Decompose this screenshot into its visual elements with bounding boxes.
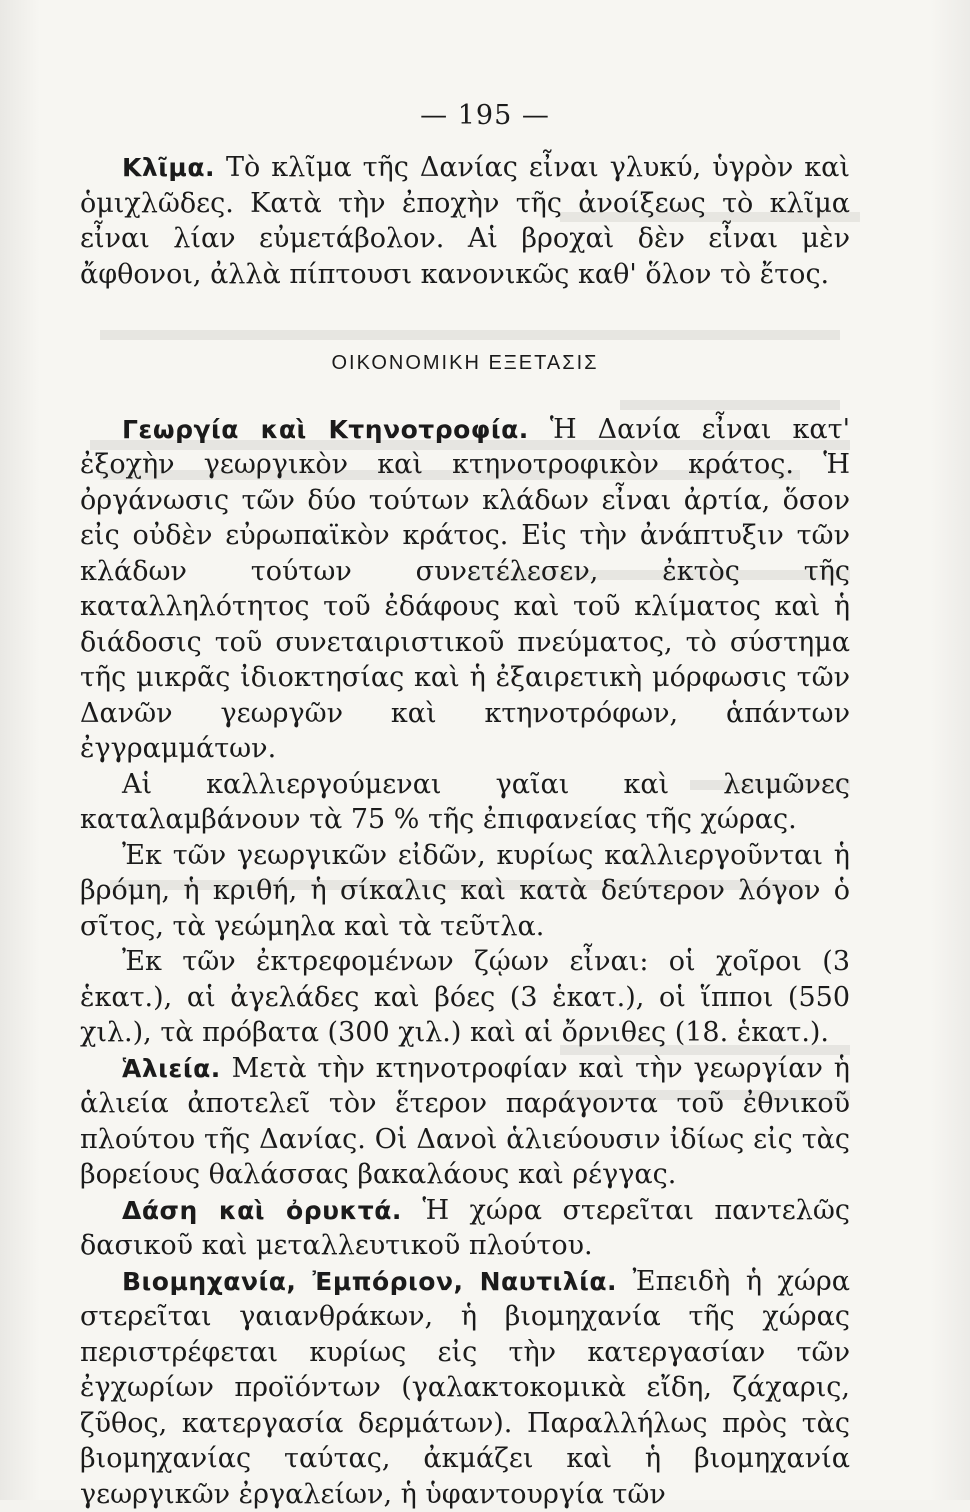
paragraph-agriculture bbox=[80, 412, 850, 767]
heading-industry: Βιομηχανία, Ἐμπόριον, Ναυτιλία. bbox=[122, 1267, 617, 1296]
paragraph-climate bbox=[80, 150, 850, 292]
paragraph-agriculture-body: Ἡ Δανία εἶναι κατ' ἐξοχὴν γεωργικὸν καὶ κτηνοτροφικὸν κράτος. Ἡ ὀργάνωσις τῶν δύο τούτων κλάδων εἶναι ἀρτία, ὅσον εἰς οὐδὲν εὐρωπαϊκὸν κράτος. Εἰς τὴν ἀνάπτυξιν τῶν κλάδων τούτων συνετέλεσεν, ἐκτὸς τῆς καταλληλότητος τοῦ ἐδάφους καὶ τοῦ κλίματος καὶ ἡ διάδοσις τοῦ συνεταιριστικοῦ πνεύματος, τὸ σύστημα τῆς μικρᾶς ἰδιοκτησίας καὶ ἡ ἐξαιρετικὴ μόρφωσις τῶν Δανῶν γεωργῶν καὶ κτηνοτρόφων, ἁπάντων ἐγγραμμάτων. bbox=[80, 414, 850, 765]
heading-agriculture: Γεωργία καὶ Κτηνοτροφία. bbox=[122, 415, 529, 444]
heading-forests-minerals: Δάση καὶ ὀρυκτά. bbox=[122, 1196, 402, 1225]
paragraph-fishing bbox=[80, 1051, 850, 1193]
paragraph-livestock-body: Ἐκ τῶν ἐκτρεφομένων ζῴων εἶναι: οἱ χοῖροι (3 ἑκατ.), αἱ ἀγελάδες καὶ βόες (3 ἑκατ.), οἱ ἵπποι (550 χιλ.), τὰ πρόβατα (300 χιλ.) καὶ αἱ ὄρνιθες (18. ἑκατ.). bbox=[80, 946, 850, 1048]
paragraph-crops bbox=[80, 838, 850, 945]
heading-climate: Κλῖμα. bbox=[122, 153, 215, 182]
paragraph-industry-body: Ἐπειδὴ ἡ χώρα στερεῖται γαιανθράκων, ἡ βιομηχανία τῆς χώρας περιστρέφεται κυρίως εἰς τὴν κατεργασίαν τῶν ἐγχωρίων προϊόντων (γαλακτοκομικὰ εἴδη, ζάχαρις, ζῦθος, κατεργασία δερμάτων). Παραλλήλως πρὸς τὰς βιομηχανίας ταύτας, ἀκμάζει καὶ ἡ βιομηχανία γεωργικῶν ἐργαλείων, ἡ ὑφαντουργία τῶν bbox=[80, 1266, 850, 1510]
paragraph-livestock bbox=[80, 944, 850, 1051]
paragraph-fishing-body: Μετὰ τὴν κτηνοτροφίαν καὶ τὴν γεωργίαν ἡ ἁλιεία ἀποτελεῖ τὸν ἕτερον παράγοντα τοῦ ἐθνικοῦ πλούτου τῆς Δανίας. Οἱ Δανοὶ ἁλιεύουσιν ἰδίως εἰς τὰς βορείους θαλάσσας βακαλάους καὶ ρέγγας. bbox=[80, 1053, 850, 1191]
paragraph-climate-body: Τὸ κλῖμα τῆς Δανίας εἶναι γλυκύ, ὑγρὸν καὶ ὁμιχλῶδες. Κατὰ τὴν ἐποχὴν τῆς ἀνοίξεως τὸ κλῖμα εἶναι λίαν εὐμετάβολον. Αἱ βροχαὶ δὲν εἶναι μὲν ἄφθονοι, ἀλλὰ πίπτουσι κανονικῶς καθ' ὅλον τὸ ἔτος. bbox=[80, 152, 850, 290]
paragraph-cultivated-land bbox=[80, 767, 850, 838]
paragraph-forests-minerals bbox=[80, 1193, 850, 1264]
section-title: ΟΙΚΟΝΟΜΙΚΗ ΕΞΕΤΑΣΙΣ bbox=[80, 346, 850, 382]
paragraph-forests-minerals-body: Ἡ χώρα στερεῖται παντελῶς δασικοῦ καὶ μεταλλευτικοῦ πλούτου. bbox=[80, 1195, 850, 1262]
heading-fishing: Ἁλιεία. bbox=[122, 1054, 221, 1083]
body-text bbox=[80, 150, 850, 1512]
page-number: — 195 — bbox=[0, 100, 970, 131]
paragraph-cultivated-land-body: Αἱ καλλιεργούμεναι γαῖαι καὶ λειμῶνες καταλαμβάνουν τὰ 75 % τῆς ἐπιφανείας τῆς χώρας. bbox=[80, 769, 850, 836]
paragraph-industry bbox=[80, 1264, 850, 1512]
paragraph-crops-body: Ἐκ τῶν γεωργικῶν εἰδῶν, κυρίως καλλιεργοῦνται ἡ βρόμη, ἡ κριθή, ἡ σίκαλις καὶ κατὰ δεύτερον λόγον ὁ σῖτος, τὰ γεώμηλα καὶ τὰ τεῦτλα. bbox=[80, 840, 850, 942]
